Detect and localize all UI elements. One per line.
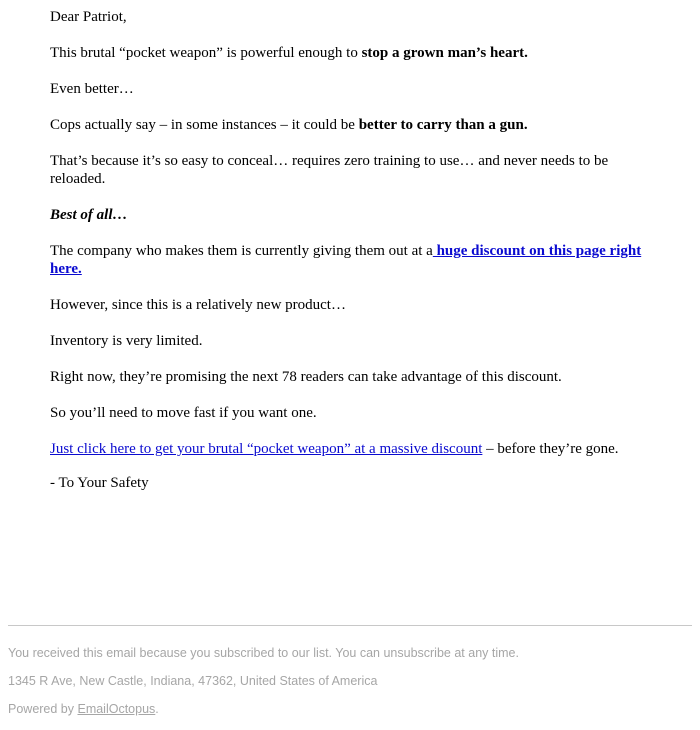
bold-text: better to carry than a gun. <box>358 117 528 133</box>
emailoctopus-link[interactable]: EmailOctopus <box>77 702 156 716</box>
signoff: - To Your Safety <box>50 475 149 491</box>
paragraph-text: This brutal “pocket weapon” is powerful enough to <box>50 45 362 61</box>
paragraph-text: – before they’re gone. <box>482 441 619 457</box>
paragraph-cops-say <box>50 116 650 134</box>
paragraph-conceal: That’s because it’s so easy to conceal… requires zero training to use… and never needs to be reloaded. <box>50 153 609 187</box>
paragraph-best-of-all <box>50 206 650 224</box>
sender-address: 1345 R Ave, New Castle, Indiana, 47362, United States of America <box>8 674 378 688</box>
discount-link[interactable]: huge discount on this page right here. <box>50 243 642 277</box>
subscription-notice: You received this email because you subscribed to our list. You can unsubscribe at any time. <box>8 646 519 660</box>
greeting: Dear Patriot, <box>50 9 127 25</box>
paragraph-discount <box>50 242 650 278</box>
paragraph-move-fast: So you’ll need to move fast if you want one. <box>50 405 317 421</box>
email-footer <box>8 646 692 730</box>
paragraph-inventory: Inventory is very limited. <box>50 333 203 349</box>
bold-italic-text: Best of all… <box>50 207 128 223</box>
paragraph-text: Cops actually say – in some instances – it could be <box>50 117 359 133</box>
paragraph-even-better: Even better… <box>50 81 134 97</box>
paragraph-click-here <box>50 440 650 458</box>
email-body <box>50 8 650 510</box>
bold-text: stop a grown man’s heart. <box>361 45 528 61</box>
paragraph-pocket-weapon <box>50 44 650 62</box>
footer-divider <box>8 625 692 626</box>
paragraph-new-product: However, since this is a relatively new product… <box>50 297 346 313</box>
pocket-weapon-link[interactable]: Just click here to get your brutal “pocket weapon” at a massive discount <box>50 441 483 457</box>
paragraph-next-readers: Right now, they’re promising the next 78 readers can take advantage of this discount. <box>50 369 562 385</box>
powered-by: Powered by EmailOctopus. <box>8 702 159 716</box>
paragraph-text: The company who makes them is currently giving them out at a <box>50 243 433 259</box>
